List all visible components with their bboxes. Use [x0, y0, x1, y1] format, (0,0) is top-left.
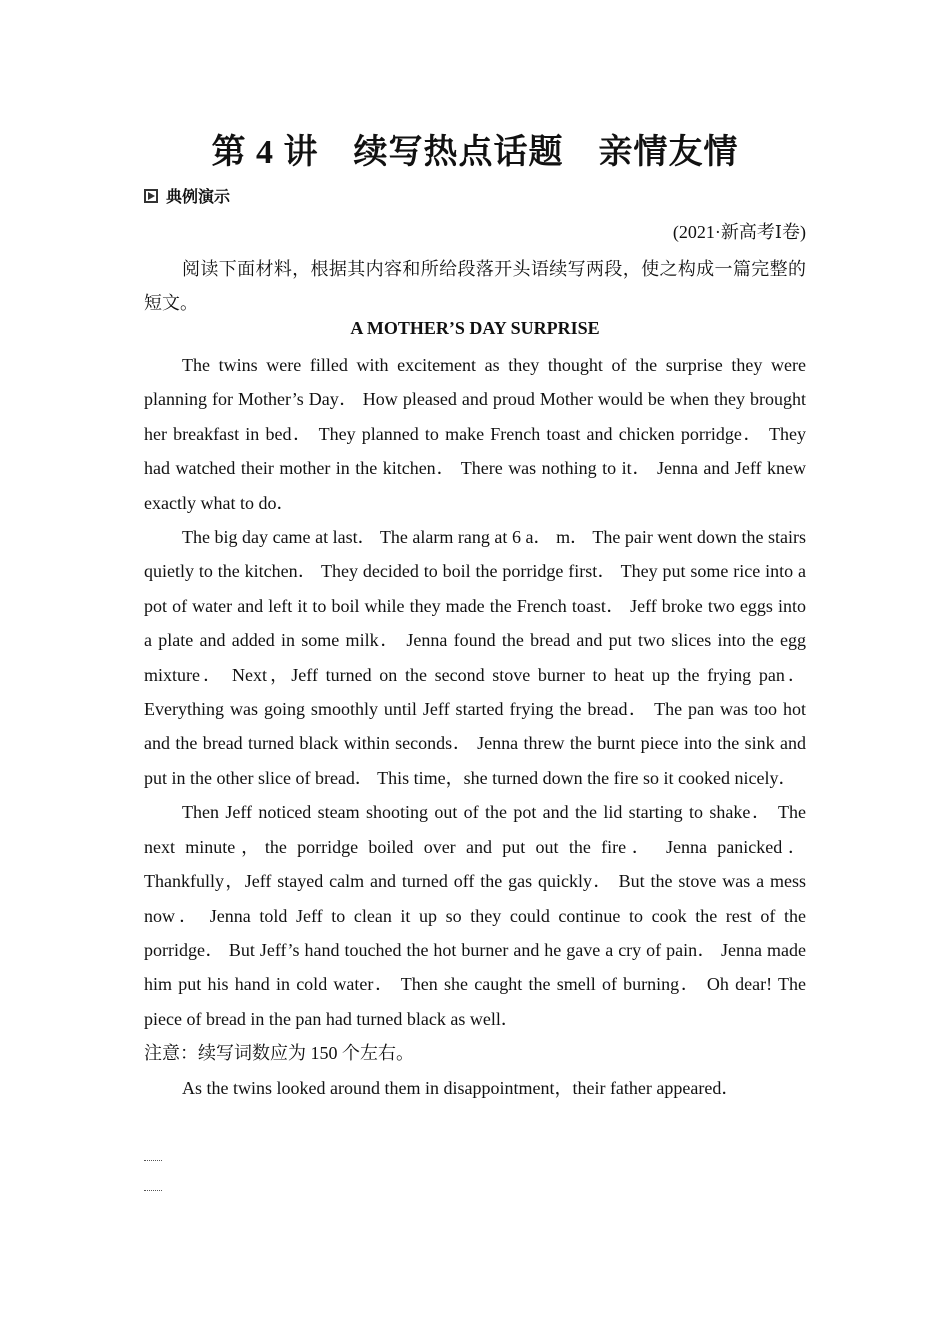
story-body [144, 348, 806, 1105]
page-title: 第 4 讲 续写热点话题 亲情友情 [211, 134, 739, 171]
answer-line[interactable] [144, 1160, 162, 1161]
story-title: A MOTHER’S DAY SURPRISE [350, 318, 600, 338]
word-count-note: 注意：续写词数应为 150 个左右。 [144, 1043, 414, 1064]
answer-line[interactable] [144, 1190, 162, 1191]
section-header [144, 184, 230, 207]
play-box-icon [144, 189, 158, 203]
section-label: 典例演示 [166, 187, 231, 206]
continuation-prompt: As the twins looked around them in disappointment，their father appeared． [182, 1077, 740, 1098]
story-paragraph: The big day came at last． The alarm rang at 6 a． m． The pair went down the stairs quietly to the kitchen． They decided to boil the porridge first． They put some rice into a pot of water and left it to boil while they made the French toast． Jeff broke two eggs into a plate and added in some milk． Jenna found the bread and put two slices into the egg mixture． Next，Jeff turned on the second stove burner to heat up the frying pan． Everything was going smoothly until Jeff started frying the bread． The pan was too hot and the bread turned black within seconds． Jenna threw the burnt piece into the sink and put in the other slice of bread． This time，she turned down the fire so it cooked nicely． [144, 527, 806, 788]
exam-source: (2021·新高考Ⅰ卷) [672, 222, 806, 242]
story-paragraph: The twins were filled with excitement as they thought of the surprise they were planning for Mother’s Day． How pleased and proud Mother would be when they brought her breakfast in bed． They planned to make French toast and chicken porridge． They had watched their mother in the kitchen． There was nothing to it． Jenna and Jeff knew exactly what to do． [144, 355, 806, 513]
story-paragraph: Then Jeff noticed steam shooting out of the pot and the lid starting to shake． The next minute，the porridge boiled over and put out the fire． Jenna panicked． Thankfully，Jeff stayed calm and turned off the gas quickly． But the stove was a mess now． Jenna told Jeff to clean it up so they could continue to cook the rest of the porridge． But Jeff’s hand touched the hot burner and he gave a cry of pain． Jenna made him put his hand in cold water． Then she caught the smell of burning． Oh dear! The piece of bread in the pan had turned black as well． [144, 802, 806, 1029]
instruction-text: 阅读下面材料，根据其内容和所给段落开头语续写两段，使之构成一篇完整的短文。 [144, 259, 806, 313]
